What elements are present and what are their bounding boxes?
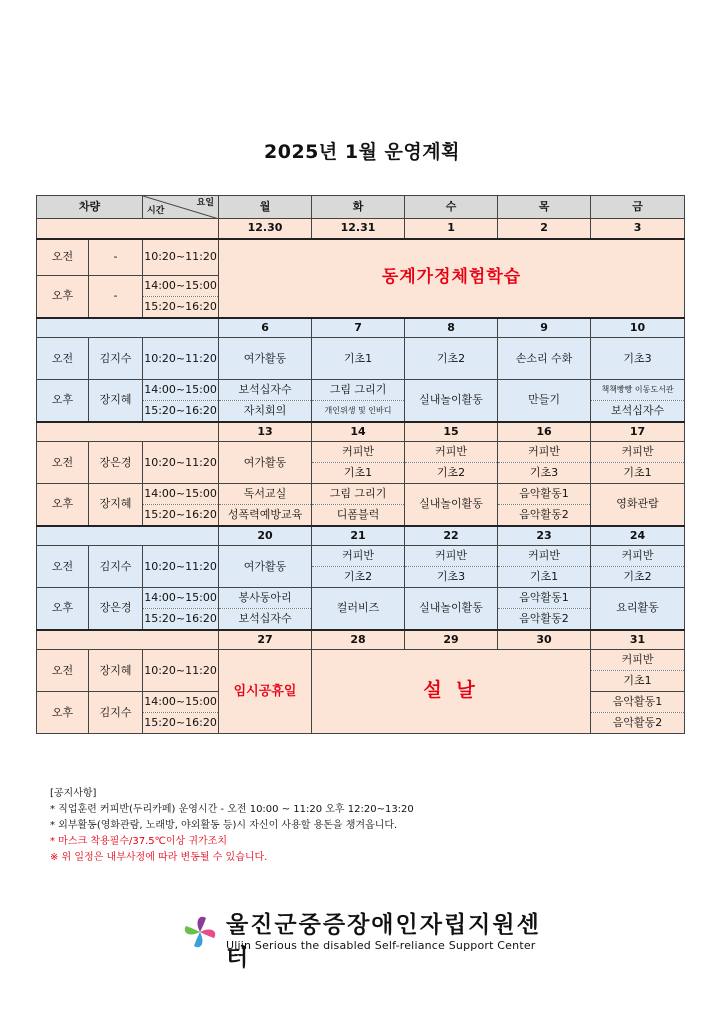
pm-time1: 14:00~15:00 [143,484,219,505]
center-name-english: Uljin Serious the disabled Self-reliance Support Center [226,939,536,952]
activity-cell: 기초1 [591,671,685,692]
date-cell: 15 [405,422,498,442]
activity-cell: 성폭력예방교육 [219,505,312,526]
date-cell: 3 [591,219,685,239]
activity-cell: 영화관람 [591,484,685,526]
week1-dates-row [37,219,685,239]
activity-cell: 커피반 [498,442,591,463]
pm-driver: - [89,276,143,318]
activity-cell: 실내놀이활동 [405,588,498,630]
activity-cell: 컬러비즈 [312,588,405,630]
week3-dates-row [37,422,685,442]
date-cell: 10 [591,318,685,338]
activity-cell: 실내놀이활동 [405,484,498,526]
date-cell: 6 [219,318,312,338]
period-am: 오전 [37,442,89,484]
week1-am-row [37,239,685,276]
pm-driver: 김지수 [89,692,143,734]
day-thu: 목 [498,196,591,219]
week4-dates-row [37,526,685,546]
activity-cell: 만들기 [498,380,591,422]
date-cell: 17 [591,422,685,442]
footer [180,902,560,971]
activity-cell: 기초2 [405,463,498,484]
activity-cell: 실내놀이활동 [405,380,498,422]
center-logo-icon [180,912,220,952]
activity-cell: 보석십자수 [591,401,685,422]
activity-cell: 기초2 [312,567,405,588]
week3-pm-row1 [37,484,685,505]
pm-driver: 장지혜 [89,484,143,526]
pm-time2: 15:20~16:20 [143,713,219,734]
am-time: 10:20~11:20 [143,239,219,276]
activity-cell: 독서교실 [219,484,312,505]
activity-cell: 여가활동 [219,338,312,380]
day-fri: 금 [591,196,685,219]
notice-line: * 외부활동(영화관람, 노래방, 야외활동 등)시 자신이 사용할 용돈을 챙겨옵니다. [50,820,398,831]
week4-am-row1 [37,546,685,567]
mon-holiday-cell [219,650,312,734]
temporary-holiday-label: 임시공휴일 [233,683,297,699]
date-cell: 22 [405,526,498,546]
notice-line: * 직업훈련 커피반(두리카페) 운영시간 - 오전 10:00 ~ 11:20 오후 12:20~13:20 [50,804,414,815]
period-am: 오전 [37,650,89,692]
date-cell: 12.31 [312,219,405,239]
date-cell: 21 [312,526,405,546]
date-spacer [37,422,219,442]
activity-cell: 보석십자수 [219,609,312,630]
activity-cell: 커피반 [591,442,685,463]
date-cell: 27 [219,630,312,650]
activity-cell: 손소리 수화 [498,338,591,380]
activity-cell: 커피반 [405,442,498,463]
pm-time1: 14:00~15:00 [143,380,219,401]
week1-event-cell [219,239,685,318]
notice-line-red: * 마스크 착용필수/37.5℃이상 귀가조치 [50,836,227,847]
date-cell: 28 [312,630,405,650]
date-cell: 1 [405,219,498,239]
pm-time1: 14:00~15:00 [143,276,219,297]
activity-cell: 요리활동 [591,588,685,630]
period-am: 오전 [37,338,89,380]
schedule-table [36,195,685,734]
period-am: 오전 [37,239,89,276]
activity-cell: 자치회의 [219,401,312,422]
activity-cell: 커피반 [498,546,591,567]
notice-heading: [공지사항] [50,788,97,799]
activity-cell: 기초3 [498,463,591,484]
date-spacer [37,318,219,338]
day-mon: 월 [219,196,312,219]
pm-time1: 14:00~15:00 [143,588,219,609]
vehicle-header: 차량 [37,196,143,219]
period-pm: 오후 [37,588,89,630]
activity-cell: 기초3 [591,338,685,380]
activity-cell: 기초1 [312,463,405,484]
event-label: 동계가정체험학습 [381,267,522,287]
date-cell: 16 [498,422,591,442]
activity-cell: 음악활동2 [498,609,591,630]
activity-cell: 기초3 [405,567,498,588]
activity-cell: 기초1 [591,463,685,484]
activity-cell: 커피반 [312,546,405,567]
week5-am-row1 [37,650,685,671]
lunar-new-year-cell [312,650,591,734]
activity-cell: 음악활동1 [498,588,591,609]
time-label: 시간 [147,206,165,216]
am-time: 10:20~11:20 [143,338,219,380]
date-cell: 29 [405,630,498,650]
week5-dates-row [37,630,685,650]
week2-pm-row1 [37,380,685,401]
activity-cell: 봉사동아리 [219,588,312,609]
period-pm: 오후 [37,692,89,734]
date-cell: 20 [219,526,312,546]
activity-cell: 커피반 [591,546,685,567]
date-cell: 7 [312,318,405,338]
am-time: 10:20~11:20 [143,442,219,484]
activity-cell: 기초1 [312,338,405,380]
activity-cell: 음악활동2 [498,505,591,526]
page-title: 2025년 1월 운영계획 [264,141,460,163]
holiday-label: 설 날 [423,679,479,701]
activity-cell: 기초2 [591,567,685,588]
date-cell: 13 [219,422,312,442]
activity-cell: 그림 그리기 [312,484,405,505]
activity-cell: 기초2 [405,338,498,380]
week3-am-row1 [37,442,685,463]
period-pm: 오후 [37,380,89,422]
date-spacer [37,219,219,239]
pm-driver: 장지혜 [89,380,143,422]
activity-cell: 여가활동 [219,442,312,484]
activity-cell: 커피반 [312,442,405,463]
day-tue: 화 [312,196,405,219]
pm-time2: 15:20~16:20 [143,609,219,630]
activity-cell: 음악활동1 [498,484,591,505]
notice-line-red: ※ 위 일정은 내부사정에 따라 변동될 수 있습니다. [50,852,268,863]
pm-time2: 15:20~16:20 [143,505,219,526]
period-pm: 오후 [37,484,89,526]
week4-pm-row1 [37,588,685,609]
am-driver: 장지혜 [89,650,143,692]
date-cell: 9 [498,318,591,338]
date-cell: 8 [405,318,498,338]
date-cell: 31 [591,630,685,650]
activity-cell: 보석십자수 [219,380,312,401]
date-spacer [37,526,219,546]
activity-cell: 여가활동 [219,546,312,588]
notice-section [50,786,414,866]
activity-cell: 책책빵빵 이동도서관 [591,380,685,401]
activity-cell: 개인위생 및 인바디 [312,401,405,422]
activity-cell: 기초1 [498,567,591,588]
day-wed: 수 [405,196,498,219]
week2-dates-row [37,318,685,338]
pm-driver: 장은경 [89,588,143,630]
am-time: 10:20~11:20 [143,650,219,692]
am-time: 10:20~11:20 [143,546,219,588]
header-row [37,196,685,219]
date-spacer [37,630,219,650]
activity-cell: 음악활동2 [591,713,685,734]
pm-time1: 14:00~15:00 [143,692,219,713]
am-driver: - [89,239,143,276]
activity-cell: 그림 그리기 [312,380,405,401]
am-driver: 장은경 [89,442,143,484]
day-label: 요일 [196,198,215,208]
date-cell: 14 [312,422,405,442]
period-pm: 오후 [37,276,89,318]
date-cell: 12.30 [219,219,312,239]
pm-time2: 15:20~16:20 [143,401,219,422]
am-driver: 김지수 [89,546,143,588]
date-cell: 30 [498,630,591,650]
period-am: 오전 [37,546,89,588]
activity-cell: 커피반 [405,546,498,567]
activity-cell: 디폼블럭 [312,505,405,526]
am-driver: 김지수 [89,338,143,380]
date-cell: 24 [591,526,685,546]
activity-cell: 커피반 [591,650,685,671]
pm-time2: 15:20~16:20 [143,297,219,318]
week2-am-row [37,338,685,380]
activity-cell: 음악활동1 [591,692,685,713]
day-time-header [143,196,219,219]
date-cell: 23 [498,526,591,546]
center-name: 울진군중증장애인자립지원센터 [226,912,541,971]
date-cell: 2 [498,219,591,239]
